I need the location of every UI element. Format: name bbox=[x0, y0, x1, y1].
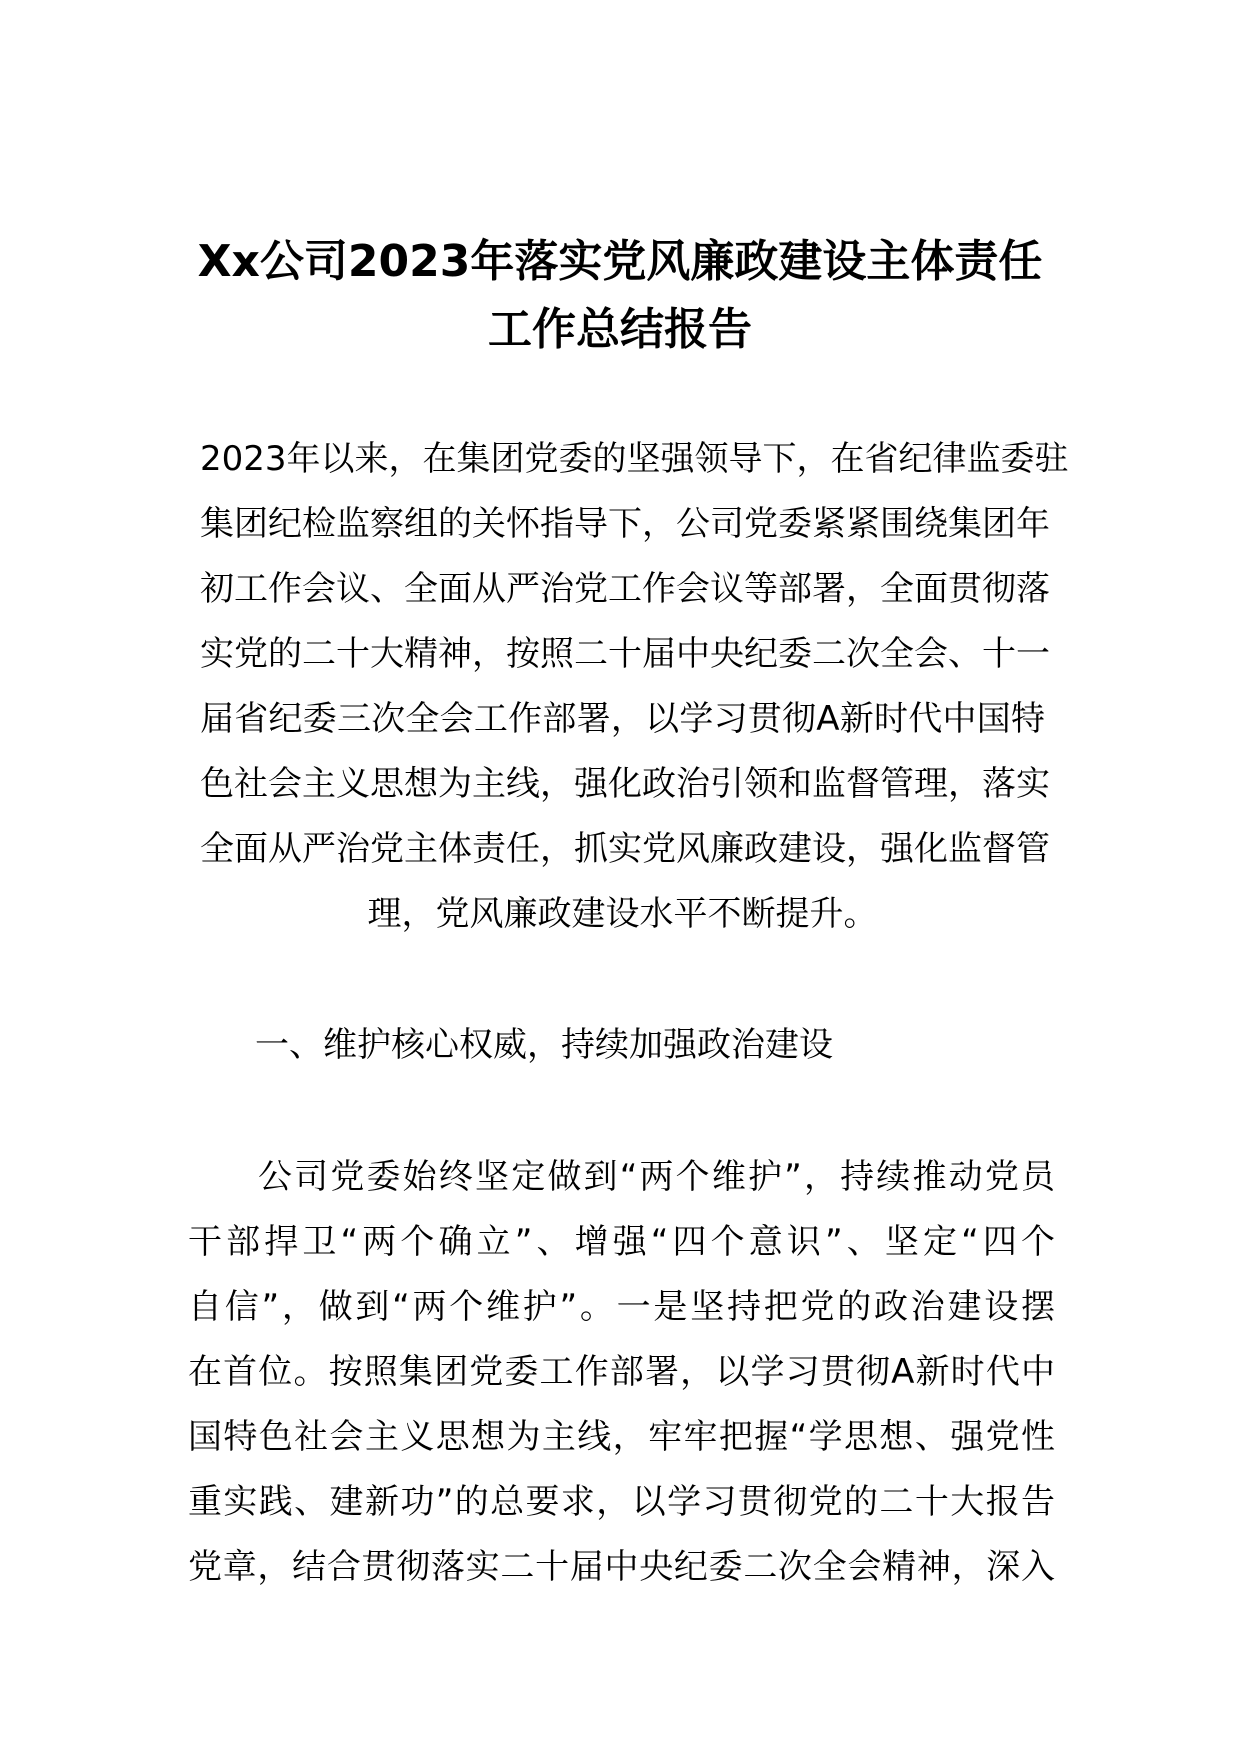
intro-line: 全面从严治党主体责任，抓实党风廉政建设，强化监督管 bbox=[200, 829, 1050, 869]
intro-line: 集团纪检监察组的关怀指导下，公司党委紧紧围绕集团年 bbox=[200, 504, 1050, 544]
intro-line: 实党的二十大精神，按照二十届中央纪委二次全会、十一 bbox=[200, 634, 1050, 674]
body-line: 公司党委始终坚定做到“两个维护”，持续推动党员 bbox=[258, 1157, 1055, 1197]
intro-line: 理，党风廉政建设水平不断提升。 bbox=[367, 894, 878, 934]
intro-line: 届省纪委三次全会工作部署，以学习贯彻A新时代中国特 bbox=[200, 699, 1045, 739]
body-line: 自信”，做到“两个维护”。一是坚持把党的政治建设摆 bbox=[188, 1287, 1055, 1327]
section-heading: 一、维护核心权威，持续加强政治建设 bbox=[255, 1025, 833, 1065]
body-line: 国特色社会主义思想为主线，牢牢把握“学思想、强党性 bbox=[188, 1417, 1055, 1457]
intro-line: 色社会主义思想为主线，强化政治引领和监督管理，落实 bbox=[200, 764, 1050, 804]
body-line: 重实践、建新功”的总要求，以学习贯彻党的二十大报告 bbox=[188, 1482, 1055, 1522]
document-title-line-1: Xx公司2023年落实党风廉政建设主体责任 bbox=[197, 236, 1043, 287]
body-line: 干部捍卫“两个确立”、增强“四个意识”、坚定“四个 bbox=[188, 1222, 1055, 1262]
intro-line: 初工作会议、全面从严治党工作会议等部署，全面贯彻落 bbox=[200, 569, 1050, 609]
body-line: 党章，结合贯彻落实二十届中央纪委二次全会精神，深入 bbox=[188, 1547, 1055, 1587]
body-line: 在首位。按照集团党委工作部署，以学习贯彻A新时代中 bbox=[188, 1352, 1055, 1392]
document-title-line-2: 工作总结报告 bbox=[488, 304, 752, 355]
intro-line: 2023年以来，在集团党委的坚强领导下，在省纪律监委驻 bbox=[200, 439, 1069, 479]
